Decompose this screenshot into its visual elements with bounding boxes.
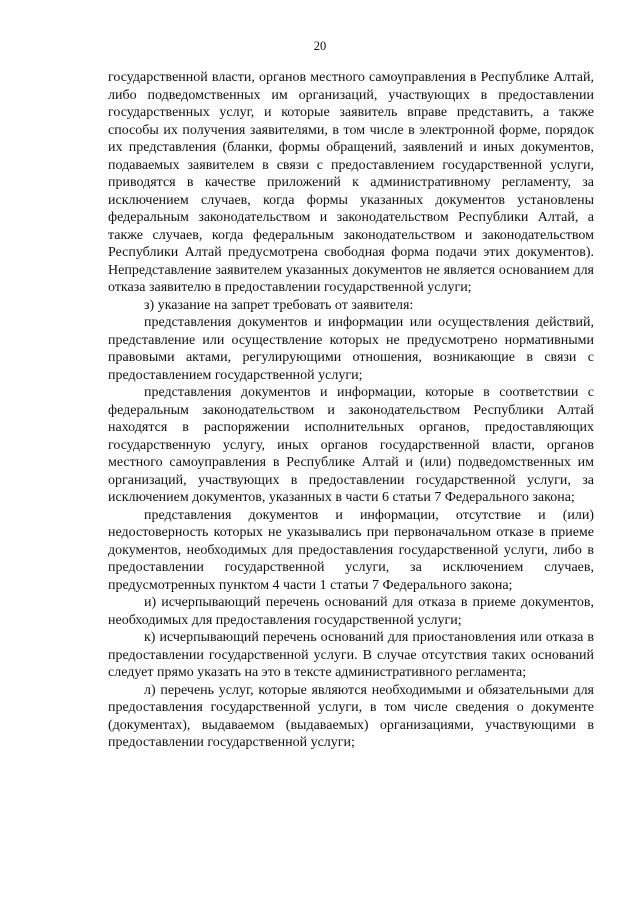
paragraph-prohibition-actions: представления документов и информации или осуществления действий, представление или осуществление которых не предусмотрено нормативными правовыми актами, регулирующими отношения, возникающие в связи с предоставлением государственной услуги; — [108, 315, 594, 383]
paragraph-prohibition-documents-in-possession: представления документов и информации, которые в соответствии с федеральным законодательством и законодательством Республики Алтай находятся в распоряжении исполнительных органов, предоставляющих государственную услугу, иных органов государственной власти, органов местного самоуправления в Республике Алтай и (или) подведомственных им организаций, участвующих в предоставлении государственной услуги, за исключением документов, указанных в части 6 статьи 7 Федерального закона; — [108, 385, 594, 505]
paragraph-l-required-services: л) перечень услуг, которые являются необходимыми и обязательными для предоставления государственной услуги, в том числе сведения о документе (документах), выдаваемом (выдаваемых) организациями, участвующими в предоставлении государственной услуги; — [108, 682, 594, 750]
paragraph-prohibition-unreported-documents: представления документов и информации, отсутствие и (или) недостоверность которых не указывались при первоначальном отказе в приеме документов, необходимых для предоставления государственной услуги, либо в предоставлении государственной услуги, за исключением случаев, предусмотренных пунктом 4 части 1 статьи 7 Федерального закона; — [108, 507, 594, 593]
paragraph-continuation-documents: государственной власти, органов местного самоуправления в Республике Алтай, либо подведомственных им организаций, участвующих в предоставлении государственных услуг, и которые заявитель вправе представить, а также способы их получения заявителями, в том числе в электронной форме, порядок их представления (бланки, формы обращений, заявлений и иных документов, подаваемых заявителем в связи с предоставлением государственной услуги, приводятся в качестве приложений к административному регламенту, за исключением случаев, когда формы указанных документов установлены федеральным законодательством и законодательством Республики Алтай, а также случаев, когда федеральным законодательством и законодательством Республики Алтай предусмотрена свободная форма подачи этих документов). Непредставление заявителем указанных документов не является основанием для отказа заявителю в предоставлении государственной услуги; — [108, 70, 594, 295]
paragraph-i-refusal-grounds: и) исчерпывающий перечень оснований для отказа в приеме документов, необходимых для предоставления государственной услуги; — [108, 595, 594, 628]
document-body — [108, 69, 594, 752]
page-number: 20 — [313, 39, 327, 53]
paragraph-z-prohibition-intro: з) указание на запрет требовать от заявителя: — [144, 297, 414, 313]
paragraph-k-suspension-grounds: к) исчерпывающий перечень оснований для приостановления или отказа в предоставлении государственной услуги. В случае отсутствия таких оснований следует прямо указать на это в тексте административного регламента; — [108, 630, 594, 680]
